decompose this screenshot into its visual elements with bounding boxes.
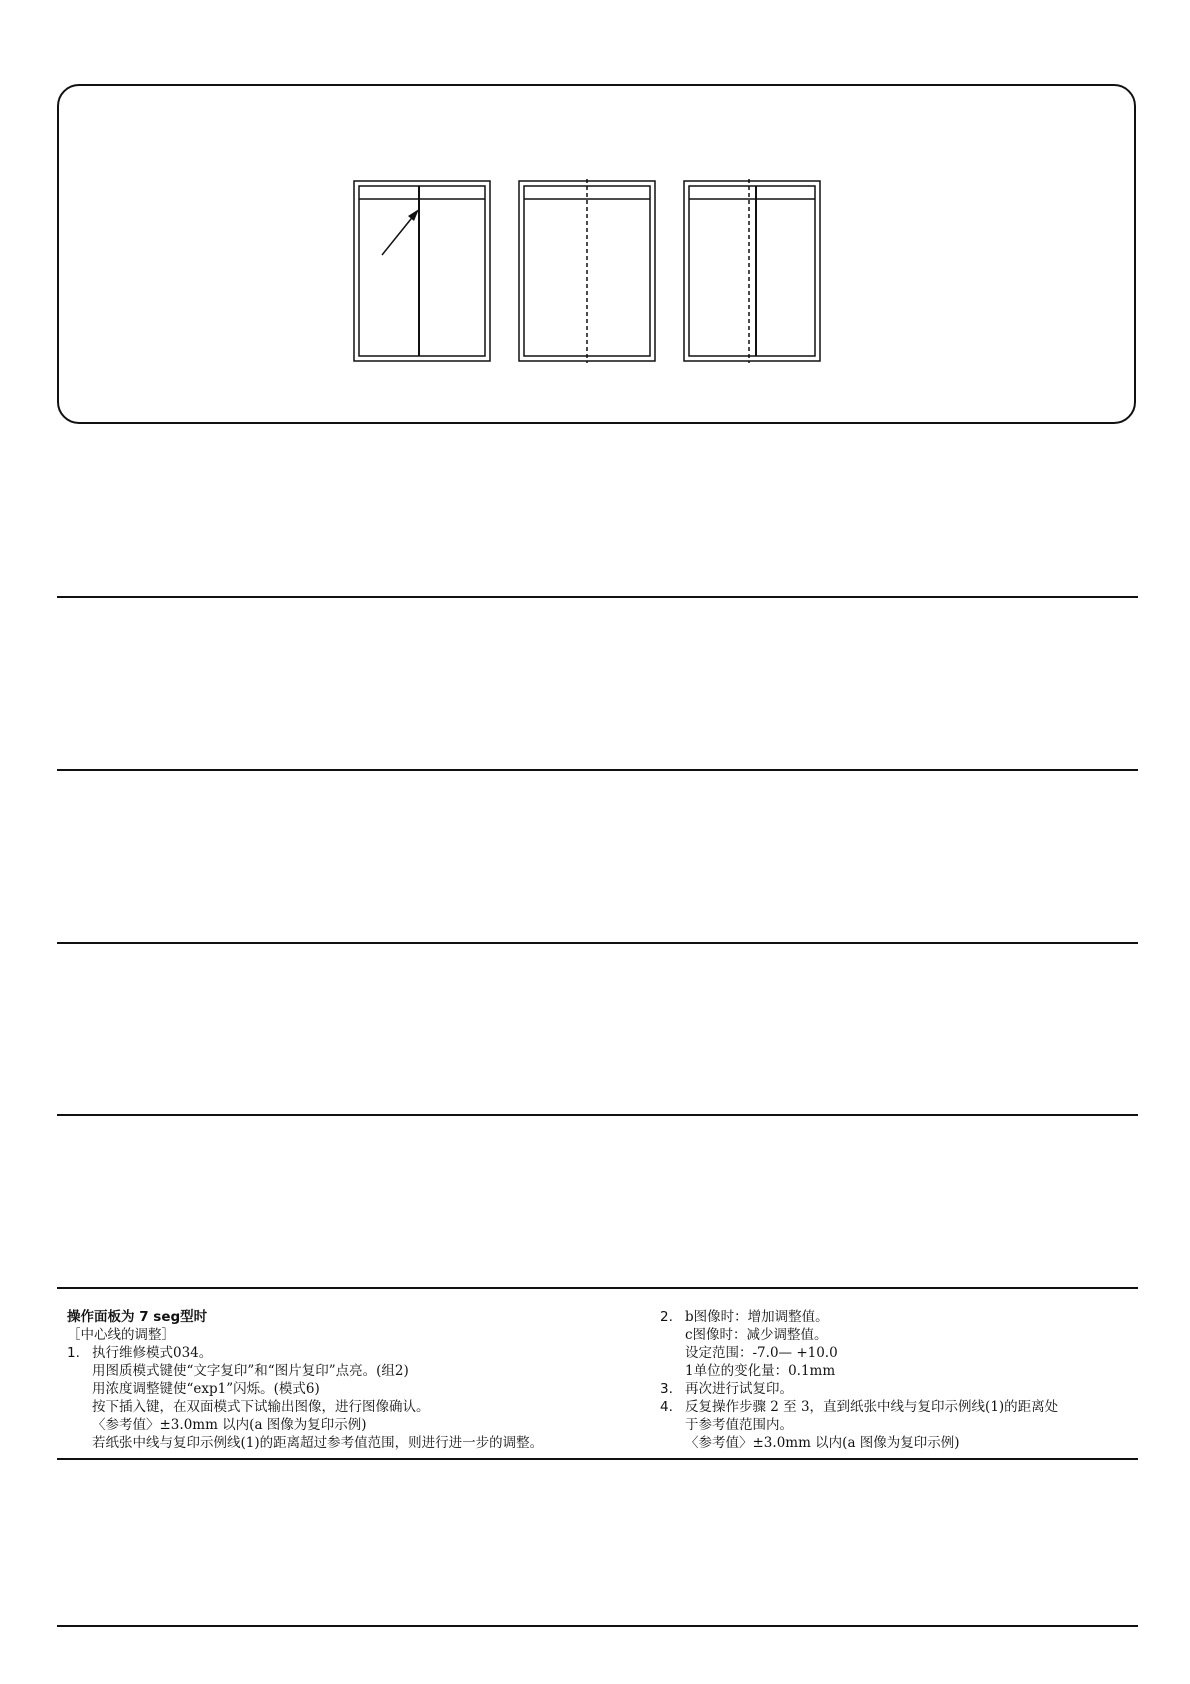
- left-column: [67, 1308, 647, 1452]
- step-3: [660, 1380, 1140, 1398]
- step-line: 设定范围：-7.0— +10.0: [685, 1345, 838, 1361]
- right-column: [660, 1308, 1140, 1452]
- step-line: 1单位的变化量：0.1mm: [685, 1363, 836, 1379]
- divider: [57, 1625, 1138, 1627]
- divider: [57, 1287, 1138, 1289]
- divider: [57, 1458, 1138, 1460]
- arrow-line: [382, 214, 415, 255]
- step-line: 反复操作步骤 2 至 3，直到纸张中线与复印示例线(1)的距离处: [685, 1399, 1059, 1415]
- centerline-diagram: [59, 86, 1138, 426]
- step-line: 执行维修模式034。: [92, 1345, 213, 1361]
- step-number: 4.: [660, 1399, 673, 1415]
- step-line: 再次进行试复印。: [685, 1381, 793, 1397]
- step-line: 按下插入键，在双面模式下试输出图像，进行图像确认。: [92, 1399, 430, 1415]
- section-title: 操作面板为 7 seg型时: [67, 1309, 208, 1325]
- step-line: 用浓度调整键使“exp1”闪烁。(模式6): [92, 1381, 320, 1397]
- step-line: c图像时：减少调整值。: [685, 1327, 828, 1343]
- step-line: 〈参考值〉±3.0mm 以内(a 图像为复印示例): [92, 1417, 367, 1433]
- arrow-head: [408, 209, 419, 221]
- divider: [57, 1114, 1138, 1116]
- step-line: b图像时：增加调整值。: [685, 1309, 829, 1325]
- step-line: 于参考值范围内。: [685, 1417, 793, 1433]
- divider: [57, 942, 1138, 944]
- step-number: 1.: [67, 1345, 80, 1361]
- step-number: 2.: [660, 1309, 673, 1325]
- step-line: 〈参考值〉±3.0mm 以内(a 图像为复印示例): [685, 1435, 960, 1451]
- step-4: [660, 1398, 1140, 1452]
- divider: [57, 769, 1138, 771]
- step-line: 若纸张中线与复印示例线(1)的距离超过参考值范围，则进行进一步的调整。: [92, 1435, 544, 1451]
- step-1: [67, 1344, 647, 1452]
- step-2: [660, 1308, 1140, 1380]
- sample-image-c: [684, 179, 820, 363]
- sample-image-a: [354, 181, 490, 361]
- sample-image-b: [519, 179, 655, 363]
- divider: [57, 596, 1138, 598]
- step-line: 用图质模式键使“文字复印”和“图片复印”点亮。(组2): [92, 1363, 409, 1379]
- section-subtitle: ［中心线的调整］: [67, 1327, 175, 1343]
- figure-frame: [57, 84, 1136, 424]
- step-number: 3.: [660, 1381, 673, 1397]
